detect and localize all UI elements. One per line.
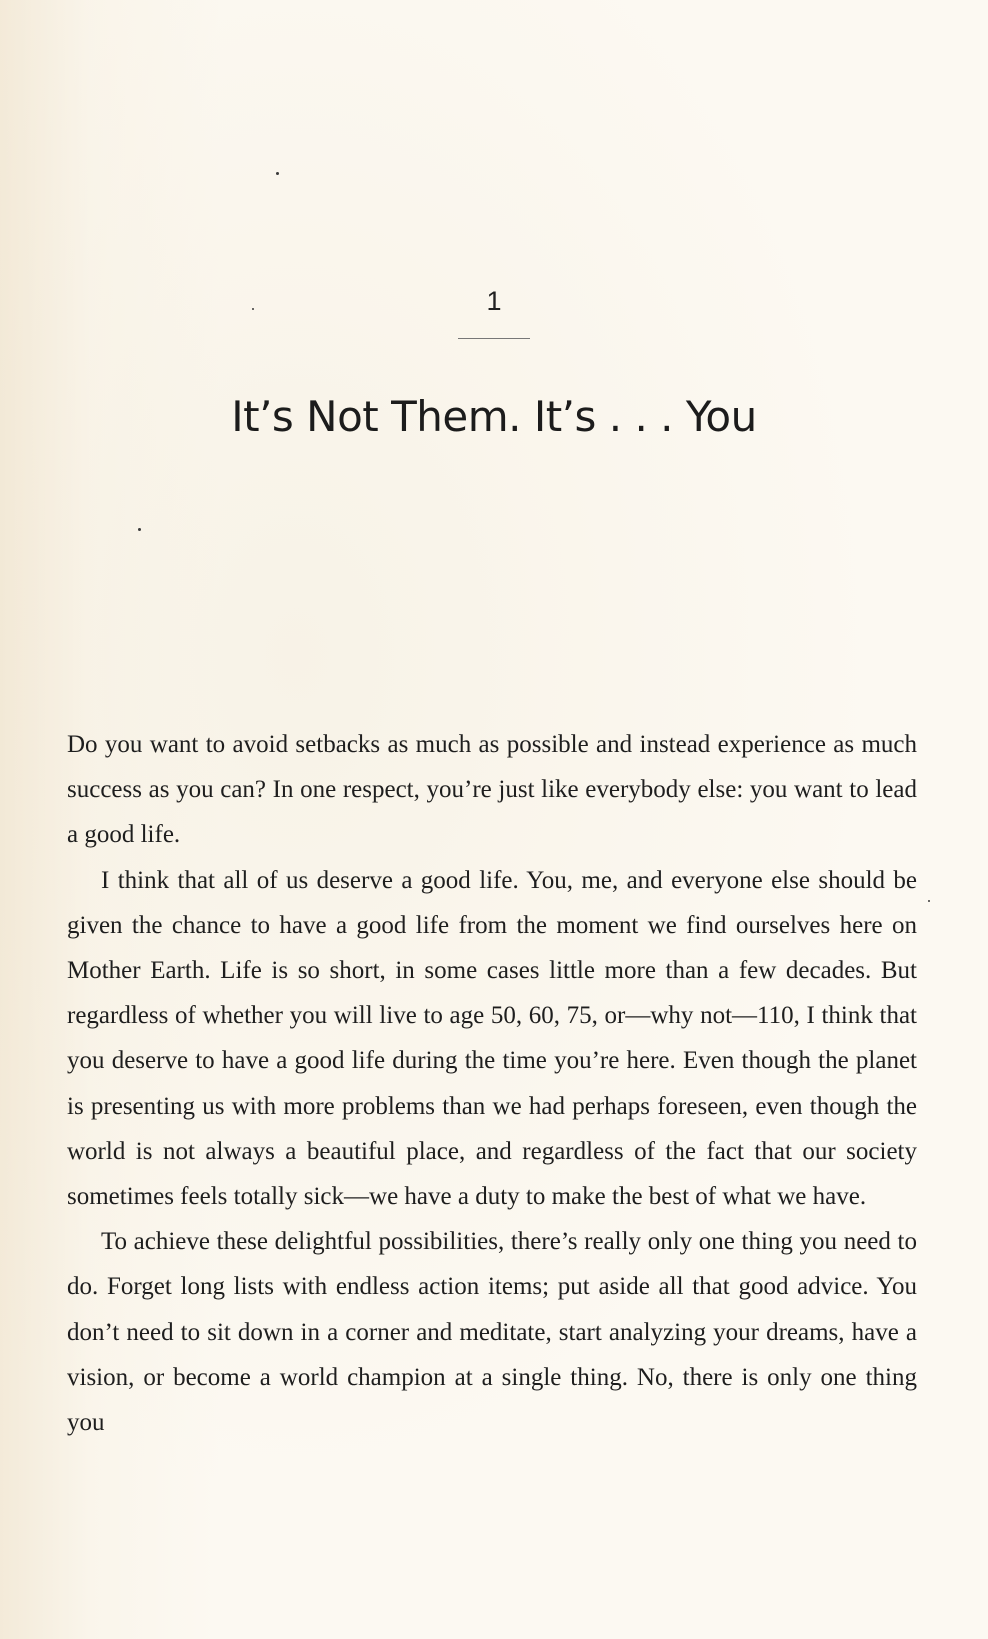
- chapter-body: [67, 722, 917, 1445]
- paper-speck: [138, 528, 141, 531]
- chapter-number: 1: [486, 286, 502, 316]
- chapter-title: It’s Not Them. It’s . . . You: [231, 392, 757, 441]
- chapter-divider: [458, 338, 530, 339]
- paragraph-1: Do you want to avoid setbacks as much as possible and instead experience as much success as you can? In one respect, you’re just like everybody else: you want to lead a good life.: [67, 731, 917, 849]
- paper-speck: [276, 172, 279, 175]
- paper-speck: [928, 900, 930, 902]
- paragraph-2: I think that all of us deserve a good life. You, me, and everyone else should be given the chance to have a good life from the moment we find ourselves here on Mother Earth. Life is so short, in some cases little more than a few decades. But regardless of whether you will live to age 50, 60, 75, or—why not—110, I think that you deserve to have a good life during the time you’re here. Even though the planet is presenting us with more problems than we had perhaps foreseen, even though the world is not always a beautiful place, and regardless of the fact that our society sometimes feels totally sick—we have a duty to make the best of what we have.: [67, 866, 917, 1211]
- paragraph-3: To achieve these delightful possibilities, there’s really only one thing you need to do. Forget long lists with endless action items; put aside all that good advice. You don’t need to sit down in a corner and meditate, start analyzing your dreams, have a vision, or become a world champion at a single thing. No, there is only one thing you: [67, 1228, 917, 1437]
